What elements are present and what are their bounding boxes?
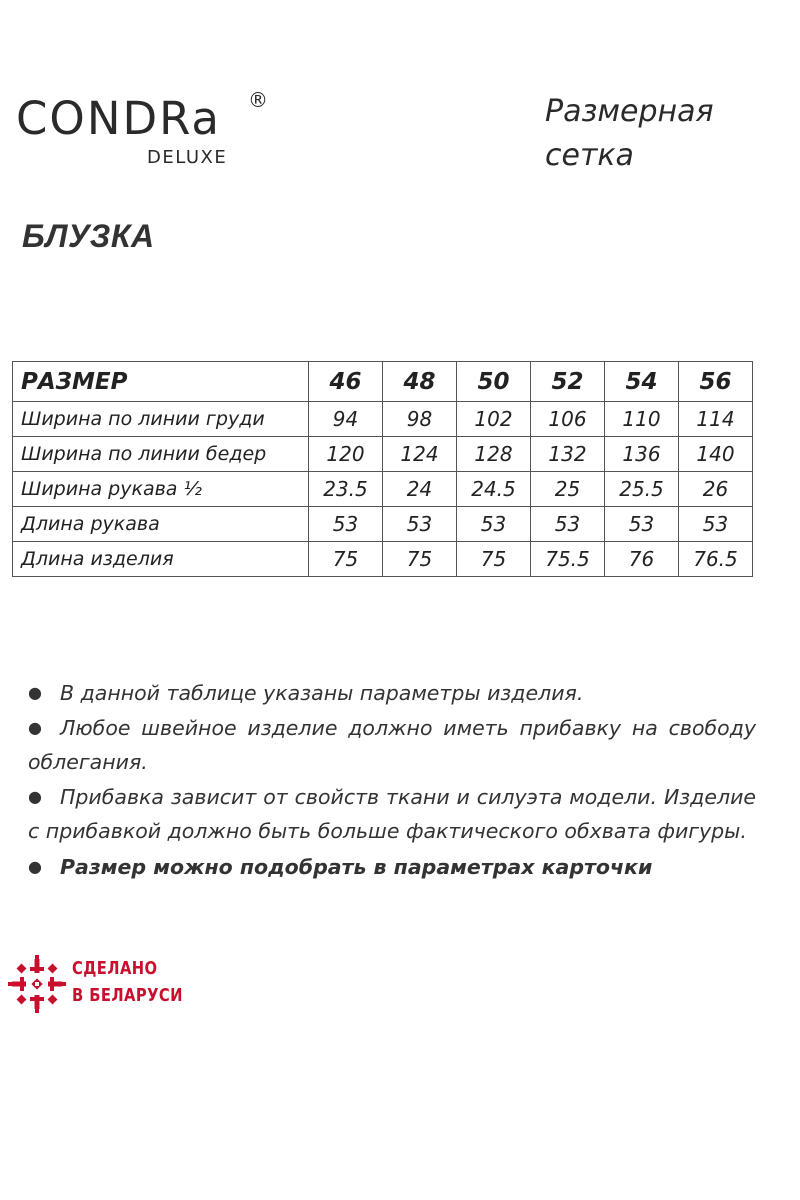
table-row — [13, 437, 753, 472]
row-label: Ширина по линии бедер — [13, 437, 309, 472]
table-row — [13, 542, 753, 577]
table-cell: 136 — [605, 437, 679, 472]
made-in-line-2: В БЕЛАРУСИ — [72, 985, 183, 1006]
belarusian-ornament-icon — [8, 955, 66, 1013]
note-text: Размер можно подобрать в параметрах карточки — [60, 854, 653, 879]
bullet-icon: ● — [28, 856, 42, 876]
table-cell: 75 — [309, 542, 383, 577]
table-cell: 98 — [383, 402, 457, 437]
bullet-icon: ● — [28, 683, 42, 702]
table-cell: 53 — [605, 507, 679, 542]
size-header: 56 — [679, 362, 753, 402]
table-cell: 25.5 — [605, 472, 679, 507]
table-cell: 106 — [531, 402, 605, 437]
made-in-line-1: СДЕЛАНО — [72, 958, 158, 979]
note-text: Любое швейное изделие должно иметь прибавку на свободу облегания. — [28, 715, 756, 774]
size-header: 48 — [383, 362, 457, 402]
table-cell: 140 — [679, 437, 753, 472]
page-heading — [545, 90, 785, 178]
table-cell: 114 — [679, 402, 753, 437]
bullet-icon: ● — [28, 786, 42, 806]
brand-logo — [16, 88, 276, 168]
table-row — [13, 507, 753, 542]
table-cell: 24 — [383, 472, 457, 507]
made-in-text — [72, 955, 183, 1009]
note-item — [28, 780, 756, 849]
table-cell: 76 — [605, 542, 679, 577]
table-cell: 25 — [531, 472, 605, 507]
table-cell: 26 — [679, 472, 753, 507]
heading-line-2: сетка — [545, 138, 634, 173]
logo-brand-text: CONDRa — [16, 92, 222, 145]
row-label: Ширина по линии груди — [13, 402, 309, 437]
note-item — [28, 850, 756, 885]
heading-line-1: Размерная — [545, 94, 714, 129]
registered-mark: ® — [248, 88, 268, 112]
table-cell: 124 — [383, 437, 457, 472]
row-label: Ширина рукава ½ — [13, 472, 309, 507]
made-in-belarus-badge — [8, 955, 208, 1015]
row-label: Длина рукава — [13, 507, 309, 542]
table-cell: 24.5 — [457, 472, 531, 507]
note-item — [28, 676, 756, 711]
table-cell: 110 — [605, 402, 679, 437]
notes-list — [28, 676, 756, 884]
logo-subtitle: DELUXE — [147, 147, 228, 168]
table-cell: 53 — [383, 507, 457, 542]
note-text: В данной таблице указаны параметры изделия. — [60, 681, 584, 705]
table-cell: 76.5 — [679, 542, 753, 577]
table-cell: 102 — [457, 402, 531, 437]
table-cell: 75 — [457, 542, 531, 577]
table-cell: 75 — [383, 542, 457, 577]
size-header: 52 — [531, 362, 605, 402]
table-cell: 23.5 — [309, 472, 383, 507]
table-cell: 53 — [531, 507, 605, 542]
table-cell: 75.5 — [531, 542, 605, 577]
product-title: БЛУЗКА — [22, 218, 155, 254]
table-row — [13, 472, 753, 507]
size-header: 46 — [309, 362, 383, 402]
table-cell: 132 — [531, 437, 605, 472]
table-header-row — [13, 362, 753, 402]
table-cell: 53 — [679, 507, 753, 542]
size-header: 50 — [457, 362, 531, 402]
table-cell: 53 — [309, 507, 383, 542]
note-item — [28, 711, 756, 780]
table-row — [13, 402, 753, 437]
table-cell: 94 — [309, 402, 383, 437]
table-cell: 120 — [309, 437, 383, 472]
size-header: 54 — [605, 362, 679, 402]
table-cell: 53 — [457, 507, 531, 542]
table-cell: 128 — [457, 437, 531, 472]
row-label: Длина изделия — [13, 542, 309, 577]
note-text: Прибавка зависит от свойств ткани и силуэта модели. Изделие с прибавкой должно быть больше фактического обхвата фигуры. — [28, 784, 756, 843]
bullet-icon: ● — [28, 717, 42, 737]
size-table — [12, 361, 753, 577]
header-label: РАЗМЕР — [13, 362, 309, 402]
